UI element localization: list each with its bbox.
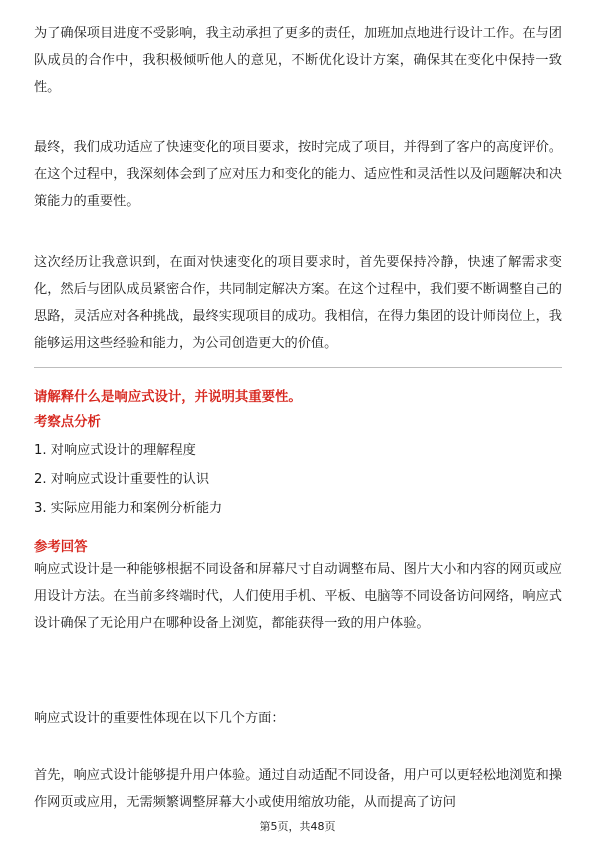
list-item: 1. 对响应式设计的理解程度	[34, 443, 196, 458]
paragraph-project-responsibility: 为了确保项目进度不受影响，我主动承担了更多的责任，加班加点地进行设计工作。在与团队成员的合作中，我积极倾听他人的意见，不断优化设计方案，确保其在变化中保持一致性。	[34, 26, 562, 95]
paragraph-project-result: 最终，我们成功适应了快速变化的项目要求，按时完成了项目，并得到了客户的高度评价。在这个过程中，我深刻体会到了应对压力和变化的能力、适应性和灵活性以及问题解决和决策能力的重要性。	[34, 140, 562, 209]
answer-definition-paragraph: 响应式设计是一种能够根据不同设备和屏幕尺寸自动调整布局、图片大小和内容的网页或应用设计方法。在当前多终端时代，人们使用手机、平板、电脑等不同设备访问网络，响应式设计确保了无论用户在哪种设备上浏览，都能获得一致的用户体验。	[34, 562, 562, 631]
page-number-footer: 第5页，共48页	[259, 820, 336, 833]
answer-first-point-paragraph: 首先，响应式设计能够提升用户体验。通过自动适配不同设备，用户可以更轻松地浏览和操作网页或应用，无需频繁调整屏幕大小或使用缩放功能，从而提高了访问	[34, 768, 562, 810]
paragraph-experience-reflection: 这次经历让我意识到，在面对快速变化的项目要求时，首先要保持冷静，快速了解需求变化，然后与团队成员紧密合作，共同制定解决方案。在这个过程中，我们要不断调整自己的思路，灵活应对各种挑战，最终实现项目的成功。我相信，在得力集团的设计师岗位上，我能够运用这些经验和能力，为公司创造更大的价值。	[34, 255, 562, 351]
section-divider	[34, 367, 562, 368]
list-item: 3. 实际应用能力和案例分析能力	[34, 501, 223, 516]
list-item: 2. 对响应式设计重要性的认识	[34, 472, 210, 487]
answer-importance-intro: 响应式设计的重要性体现在以下几个方面：	[34, 711, 285, 726]
analysis-heading: 考察点分析	[34, 415, 101, 430]
question-heading: 请解释什么是响应式设计，并说明其重要性。	[34, 390, 302, 405]
analysis-list	[34, 436, 222, 523]
answer-heading: 参考回答	[34, 540, 88, 555]
